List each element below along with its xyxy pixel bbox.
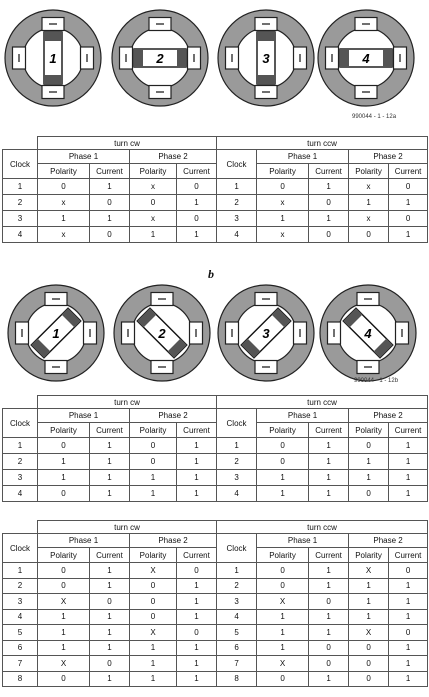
table-cell: 1 — [130, 671, 177, 687]
table-cell: 0 — [130, 454, 177, 470]
header-polarity: Polarity — [130, 164, 177, 179]
table-cell: 0 — [309, 640, 349, 656]
header-turn-cw: turn cw — [38, 521, 217, 534]
table-row — [3, 563, 428, 579]
table-cell: x — [130, 179, 177, 195]
table-cell: x — [349, 211, 389, 227]
table-cell: 0 — [90, 594, 130, 610]
table-cell: 0 — [309, 594, 349, 610]
table-cell: 1 — [309, 179, 349, 195]
table-cell: 1 — [309, 563, 349, 579]
table-row — [3, 438, 428, 454]
header-clock-cw: Clock — [3, 534, 38, 563]
table-cell: 0 — [257, 454, 309, 470]
table-row — [3, 594, 428, 610]
table-cell: 0 — [177, 211, 217, 227]
motor-number: 3 — [262, 51, 270, 66]
header-current: Current — [389, 164, 428, 179]
table-cell: 1 — [38, 211, 90, 227]
table-cell: 0 — [349, 671, 389, 687]
table-cell: 1 — [389, 195, 428, 211]
header-blank — [3, 521, 38, 534]
header-polarity: Polarity — [349, 164, 389, 179]
table-cell: 1 — [389, 578, 428, 594]
full-step-table-b — [2, 395, 428, 502]
table-row — [3, 211, 428, 227]
header-clock-ccw: Clock — [217, 534, 257, 563]
table-cell: 5 — [217, 625, 257, 641]
figure-b-code: 990044 - 1 - 12b — [354, 378, 399, 384]
table-cell: 1 — [309, 625, 349, 641]
table-cell: 3 — [3, 594, 38, 610]
table-cell: 1 — [389, 454, 428, 470]
header-turn-cw: turn cw — [38, 396, 217, 409]
header-blank — [3, 396, 38, 409]
table-cell: 1 — [38, 609, 90, 625]
table-cell: 1 — [3, 179, 38, 195]
table-row — [3, 656, 428, 672]
table-cell: 3 — [217, 594, 257, 610]
table-cell: 1 — [309, 671, 349, 687]
table-cell: 0 — [38, 486, 90, 502]
header-current: Current — [177, 164, 217, 179]
header-turn-ccw: turn ccw — [217, 521, 428, 534]
table-cell: 1 — [389, 594, 428, 610]
table-cell: 0 — [257, 671, 309, 687]
table-cell: 4 — [217, 486, 257, 502]
table-cell: 1 — [3, 563, 38, 579]
table-cell: X — [349, 563, 389, 579]
motor-number: 4 — [362, 51, 370, 66]
table-row — [3, 578, 428, 594]
table-cell: 1 — [90, 486, 130, 502]
table-cell: 4 — [3, 609, 38, 625]
header-turn-ccw: turn ccw — [217, 396, 428, 409]
table-cell: 1 — [257, 211, 309, 227]
table-cell: 1 — [177, 227, 217, 243]
table-cell: 1 — [349, 195, 389, 211]
eight-step-table — [2, 520, 428, 687]
table-cell: 1 — [217, 563, 257, 579]
rotor-south-end — [44, 75, 62, 84]
table-cell: 7 — [217, 656, 257, 672]
table-row — [3, 625, 428, 641]
header-phase2-cw: Phase 2 — [130, 409, 217, 423]
table-cell: x — [38, 227, 90, 243]
rotor-north-end — [44, 32, 62, 41]
table-cell: 0 — [130, 195, 177, 211]
table-cell: 0 — [257, 563, 309, 579]
table-cell: 0 — [349, 640, 389, 656]
table-cell: 1 — [90, 609, 130, 625]
table-cell: 1 — [389, 438, 428, 454]
table-cell: 8 — [217, 671, 257, 687]
table-cell: 1 — [90, 578, 130, 594]
table-cell: 1 — [177, 486, 217, 502]
table-cell: 0 — [38, 179, 90, 195]
table-cell: 2 — [3, 195, 38, 211]
table-cell: X — [130, 563, 177, 579]
table-cell: X — [38, 594, 90, 610]
header-polarity: Polarity — [257, 548, 309, 563]
header-current: Current — [90, 164, 130, 179]
table-cell: 4 — [217, 227, 257, 243]
table-cell: 2 — [3, 578, 38, 594]
table-cell: 0 — [38, 671, 90, 687]
header-phase2-ccw: Phase 2 — [349, 534, 428, 548]
header-turn-ccw: turn ccw — [217, 137, 428, 150]
table-cell: 1 — [177, 609, 217, 625]
table-cell: 1 — [90, 671, 130, 687]
header-polarity: Polarity — [257, 164, 309, 179]
table-cell: 1 — [257, 609, 309, 625]
table-cell: 1 — [349, 594, 389, 610]
table-cell: 1 — [90, 470, 130, 486]
table-cell: 1 — [38, 454, 90, 470]
header-current: Current — [177, 423, 217, 438]
table-row — [3, 486, 428, 502]
table-cell: 0 — [389, 625, 428, 641]
table-cell: 0 — [257, 179, 309, 195]
header-blank — [3, 137, 38, 150]
table-cell: 1 — [389, 640, 428, 656]
table-cell: 0 — [257, 578, 309, 594]
header-current: Current — [309, 423, 349, 438]
table-cell: 0 — [90, 656, 130, 672]
header-phase1-ccw: Phase 1 — [257, 150, 349, 164]
table-cell: 0 — [389, 211, 428, 227]
table-cell: 0 — [257, 438, 309, 454]
table-row — [3, 609, 428, 625]
table-cell: 1 — [349, 578, 389, 594]
table-cell: 1 — [389, 470, 428, 486]
header-clock-cw: Clock — [3, 409, 38, 438]
table-cell: 0 — [349, 227, 389, 243]
table-row — [3, 179, 428, 195]
table-cell: 1 — [389, 227, 428, 243]
table-cell: 0 — [349, 656, 389, 672]
table-cell: 1 — [309, 470, 349, 486]
header-phase1-cw: Phase 1 — [38, 150, 130, 164]
table-cell: 1 — [257, 470, 309, 486]
table-cell: x — [349, 179, 389, 195]
table-cell: 2 — [217, 195, 257, 211]
table-row — [3, 470, 428, 486]
table-cell: 1 — [38, 640, 90, 656]
header-polarity: Polarity — [349, 548, 389, 563]
table-row — [3, 671, 428, 687]
table-cell: 0 — [309, 195, 349, 211]
table-cell: 1 — [309, 211, 349, 227]
header-phase2-cw: Phase 2 — [130, 150, 217, 164]
rotor-south-end — [257, 75, 275, 84]
header-polarity: Polarity — [349, 423, 389, 438]
header-phase2-ccw: Phase 2 — [349, 409, 428, 423]
header-phase1-ccw: Phase 1 — [257, 409, 349, 423]
header-current: Current — [177, 548, 217, 563]
table-cell: x — [257, 227, 309, 243]
table-cell: 1 — [217, 179, 257, 195]
table-cell: X — [257, 656, 309, 672]
motor-number: 4 — [364, 326, 372, 341]
header-clock-ccw: Clock — [217, 150, 257, 179]
rotor-south-end — [134, 49, 143, 67]
table-cell: 1 — [130, 640, 177, 656]
table-cell: 1 — [309, 454, 349, 470]
table-cell: 2 — [217, 578, 257, 594]
header-polarity: Polarity — [38, 548, 90, 563]
table-cell: 6 — [3, 640, 38, 656]
table-cell: 1 — [90, 640, 130, 656]
motor-number: 2 — [156, 51, 164, 66]
table-cell: 1 — [177, 438, 217, 454]
header-phase1-cw: Phase 1 — [38, 534, 130, 548]
table-cell: 1 — [130, 227, 177, 243]
table-cell: 1 — [38, 625, 90, 641]
table-cell: 1 — [177, 470, 217, 486]
table-cell: 1 — [38, 470, 90, 486]
table-cell: 4 — [3, 227, 38, 243]
rotor-north-end — [257, 32, 275, 41]
motor-number: 2 — [158, 326, 166, 341]
table-cell: 1 — [90, 563, 130, 579]
table-cell: 1 — [389, 656, 428, 672]
header-current: Current — [389, 423, 428, 438]
table-cell: 1 — [90, 211, 130, 227]
rotor-north-end — [383, 49, 392, 67]
table-cell: 1 — [349, 454, 389, 470]
header-phase2-ccw: Phase 2 — [349, 150, 428, 164]
figure-a-code: 990044 - 1 - 12a — [352, 114, 397, 120]
header-clock-ccw: Clock — [217, 409, 257, 438]
table-cell: 4 — [217, 609, 257, 625]
table-row — [3, 227, 428, 243]
table-cell: 0 — [349, 438, 389, 454]
header-current: Current — [389, 548, 428, 563]
table-cell: 1 — [257, 640, 309, 656]
table-cell: 3 — [217, 470, 257, 486]
motor-number: 1 — [52, 326, 60, 341]
table-cell: 1 — [349, 609, 389, 625]
table-cell: 1 — [177, 578, 217, 594]
table-cell: X — [130, 625, 177, 641]
header-polarity: Polarity — [257, 423, 309, 438]
table-cell: 0 — [130, 594, 177, 610]
table-cell: 4 — [3, 486, 38, 502]
table-cell: 1 — [3, 438, 38, 454]
table-cell: 1 — [389, 486, 428, 502]
table-cell: 0 — [349, 486, 389, 502]
header-polarity: Polarity — [38, 423, 90, 438]
header-polarity: Polarity — [130, 548, 177, 563]
table-cell: 6 — [217, 640, 257, 656]
table-cell: 1 — [177, 454, 217, 470]
table-cell: 1 — [130, 656, 177, 672]
table-cell: 8 — [3, 671, 38, 687]
table-cell: X — [38, 656, 90, 672]
table-cell: 1 — [130, 486, 177, 502]
table-cell: X — [257, 594, 309, 610]
table-cell: 1 — [309, 578, 349, 594]
header-current: Current — [309, 548, 349, 563]
table-cell: 1 — [349, 470, 389, 486]
figure-a-diagram — [0, 0, 429, 126]
table-cell: 1 — [90, 438, 130, 454]
table-cell: 1 — [90, 454, 130, 470]
table-cell: 1 — [177, 640, 217, 656]
header-clock-cw: Clock — [3, 150, 38, 179]
table-cell: 0 — [38, 563, 90, 579]
table-cell: 0 — [130, 578, 177, 594]
header-polarity: Polarity — [130, 423, 177, 438]
table-cell: 0 — [177, 625, 217, 641]
table-cell: 1 — [309, 438, 349, 454]
table-cell: 1 — [177, 671, 217, 687]
table-cell: 1 — [130, 470, 177, 486]
table-cell: X — [349, 625, 389, 641]
table-cell: 2 — [3, 454, 38, 470]
table-cell: 0 — [38, 578, 90, 594]
header-phase2-cw: Phase 2 — [130, 534, 217, 548]
table-row — [3, 195, 428, 211]
table-row — [3, 454, 428, 470]
header-turn-cw: turn cw — [38, 137, 217, 150]
table-cell: 3 — [217, 211, 257, 227]
table-cell: 7 — [3, 656, 38, 672]
table-cell: 1 — [309, 486, 349, 502]
table-row — [3, 640, 428, 656]
table-cell: 0 — [38, 438, 90, 454]
figure-b-label: b — [208, 267, 214, 281]
table-cell: x — [130, 211, 177, 227]
table-cell: 0 — [389, 179, 428, 195]
table-cell: 0 — [309, 656, 349, 672]
table-cell: x — [38, 195, 90, 211]
motor-number: 3 — [262, 326, 270, 341]
header-current: Current — [90, 423, 130, 438]
rotor-south-end — [340, 49, 349, 67]
table-cell: 5 — [3, 625, 38, 641]
table-cell: 0 — [177, 179, 217, 195]
motor-number: 1 — [49, 51, 57, 66]
header-current: Current — [90, 548, 130, 563]
table-cell: 0 — [130, 438, 177, 454]
table-cell: 2 — [217, 454, 257, 470]
table-cell: 0 — [389, 563, 428, 579]
table-cell: 3 — [3, 470, 38, 486]
table-cell: 1 — [217, 438, 257, 454]
header-phase1-ccw: Phase 1 — [257, 534, 349, 548]
rotor-north-end — [177, 49, 186, 67]
header-current: Current — [309, 164, 349, 179]
table-cell: 0 — [90, 195, 130, 211]
table-cell: 1 — [90, 625, 130, 641]
table-cell: 1 — [177, 195, 217, 211]
table-cell: 0 — [90, 227, 130, 243]
table-cell: 1 — [177, 656, 217, 672]
table-cell: 3 — [3, 211, 38, 227]
table-cell: 1 — [257, 625, 309, 641]
table-cell: 0 — [309, 227, 349, 243]
table-cell: 1 — [257, 486, 309, 502]
table-cell: 1 — [90, 179, 130, 195]
table-cell: 1 — [389, 609, 428, 625]
table-cell: x — [257, 195, 309, 211]
header-phase1-cw: Phase 1 — [38, 409, 130, 423]
table-cell: 1 — [389, 671, 428, 687]
table-cell: 1 — [177, 594, 217, 610]
half-step-table-a — [2, 136, 428, 243]
table-cell: 0 — [130, 609, 177, 625]
table-cell: 0 — [177, 563, 217, 579]
header-polarity: Polarity — [38, 164, 90, 179]
table-cell: 1 — [309, 609, 349, 625]
